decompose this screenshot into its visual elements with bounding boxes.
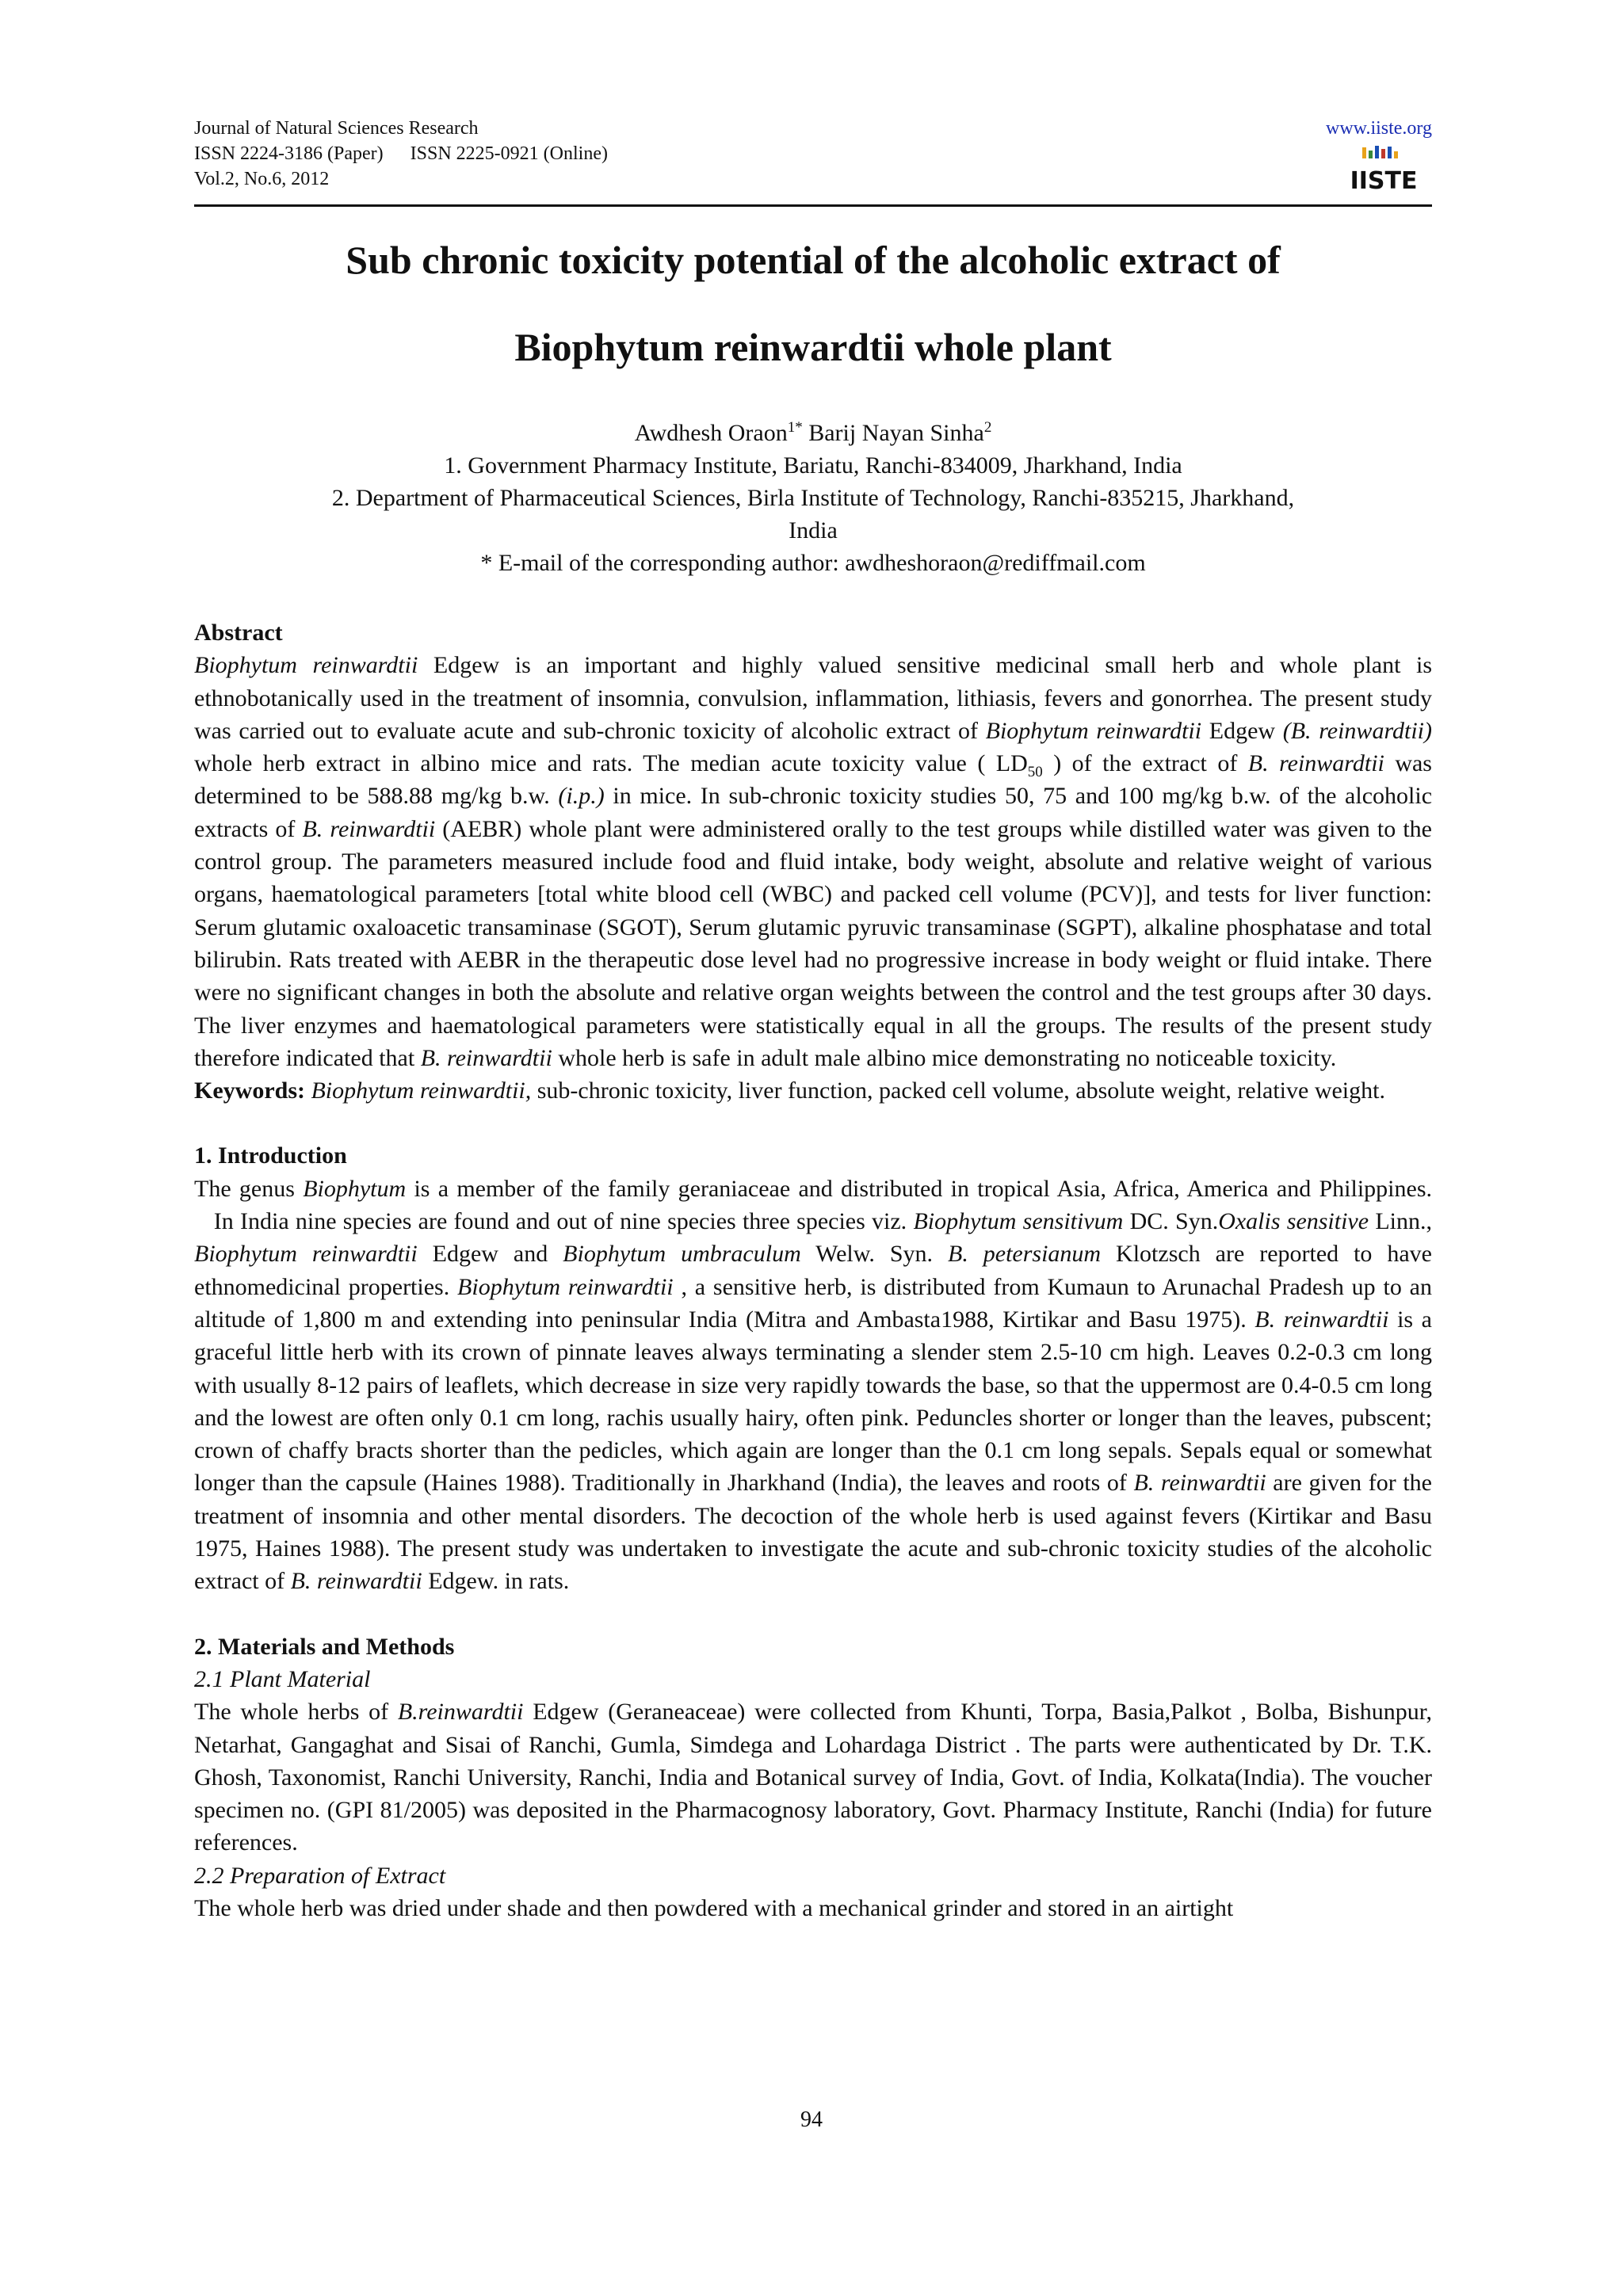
keywords-label: Keywords: bbox=[194, 1077, 305, 1104]
paper-title-line1: Sub chronic toxicity potential of the alcoholic extract of bbox=[346, 238, 1281, 282]
affiliation-1: 1. Government Pharmacy Institute, Bariatu, Ranchi-834009, Jharkhand, India bbox=[444, 452, 1182, 479]
abstract-heading: Abstract bbox=[194, 620, 283, 646]
journal-url-block bbox=[1326, 116, 1432, 141]
svg-text:IISTE: IISTE bbox=[1350, 167, 1418, 195]
journal-url-link[interactable]: www.iiste.org bbox=[1326, 118, 1432, 139]
keywords-list: Biophytum reinwardtii, sub-chronic toxicity, liver function, packed cell volume, absolute weight, relative weight. bbox=[311, 1077, 1385, 1104]
methods-heading: 2. Materials and Methods bbox=[194, 1633, 455, 1660]
page-number: 94 bbox=[800, 2107, 823, 2132]
author-2: Barij Nayan Sinha bbox=[808, 420, 984, 446]
paper-title-line2: Biophytum reinwardtii whole plant bbox=[514, 325, 1112, 369]
author-2-sup: 2 bbox=[983, 419, 992, 436]
journal-header bbox=[194, 116, 1432, 196]
iiste-logo-icon bbox=[1350, 144, 1418, 195]
plant-material-subheading: 2.1 Plant Material bbox=[194, 1665, 371, 1692]
abstract-text: Biophytum reinwardtii Edgew is an important and highly valued sensitive medicinal small herb and whole plant is ethnobotanically used in the treatment of insomnia, convulsion, inflammation, lithiasis, fevers and gonorrhea. The present study was carried out to evaluate acute and sub-chronic toxicity of alcoholic extract of Biophytum reinwardtii Edgew (B. reinwardtii) whole herb extract in albino mice and rats. The median acute toxicity value ( $LD_{50}$ ) of the extract of B. reinwardtii was determined to be 588.88 mg/kg b.w. (i.p.) in mice. In sub-chronic toxicity studies 50, 75 and 100 mg/kg b.w. of the alcoholic extracts of B. reinwardtii (AEBR) whole plant were administered orally to the test groups while distilled water was given to the control group. The parameters measured include food and fluid intake, body weight, absolute and relative weight of various organs, haematological parameters [total white blood cell (WBC) and packed cell volume (PCV)], and tests for liver function: Serum glutamic oxaloacetic transaminase (SGOT), Serum glutamic pyruvic transaminase (SGPT), alkaline phosphatase and total bilirubin. Rats treated with AEBR in the therapeutic dose level had no progressive increase in body weight or fluid intake. There were no significant changes in both the absolute and relative organ weights between the control and the test groups after 30 days. The liver enzymes and haematological parameters were statistically equal in all the groups. The results of the present study therefore indicated that B. reinwardtii whole herb is safe in adult male albino mice demonstrating no noticeable toxicity. bbox=[194, 652, 1433, 1071]
extract-preparation-subheading: 2.2 Preparation of Extract bbox=[194, 1862, 446, 1889]
introduction-heading: 1. Introduction bbox=[194, 1142, 347, 1169]
keywords-paragraph bbox=[194, 1074, 1432, 1107]
author-block bbox=[194, 417, 1432, 579]
extract-preparation-text: The whole herb was dried under shade and then powdered with a mechanical grinder and stored in an airtight bbox=[194, 1894, 1234, 1921]
journal-info bbox=[194, 116, 608, 192]
introduction-text: The genus Biophytum is a member of the family geraniaceae and distributed in tropical Asia, Africa, America and Philippines. In India nine species are found and out of nine species three species viz. Biophytum sensitivum DC. Syn.Oxalis sensitive Linn., Biophytum reinwardtii Edgew and Biophytum umbraculum Welw. Syn. B. petersianum Klotzsch are reported to have ethnomedicinal properties. Biophytum reinwardtii , a sensitive herb, is distributed from Kumaun to Arunachal Pradesh up to an altitude of 1,800 m and extending into peninsular India (Mitra and Ambasta1988, Kirtikar and Basu 1975). B. reinwardtii is a graceful little herb with its crown of pinnate leaves always terminating a slender stem 2.5-10 cm high. Leaves 0.2-0.3 cm long with usually 8-12 pairs of leaflets, which decrease in size very rapidly towards the base, so that the uppermost are 0.4-0.5 cm long and the lowest are often only 0.1 cm long, rachis usually hairy, often pink. Peduncles shorter or longer than the leaves, pubscent; crown of chaffy bracts shorter than the pedicles, which again are longer than the 0.1 cm long sepals. Sepals equal or somewhat longer than the capsule (Haines 1988). Traditionally in Jharkhand (India), the leaves and roots of B. reinwardtii are given for the treatment of insomnia and other mental disorders. The decoction of the whole herb is used against fevers (Kirtikar and Basu 1975, Haines 1988). The present study was undertaken to investigate the acute and sub-chronic toxicity studies of the alcoholic extract of B. reinwardtii Edgew. in rats. bbox=[194, 1175, 1432, 1595]
issn-online: ISSN 2225-0921 (Online) bbox=[410, 143, 608, 164]
paper-body bbox=[194, 616, 1432, 1924]
issn-line bbox=[194, 141, 608, 166]
affiliation-2-line2: India bbox=[789, 517, 838, 543]
issn-paper: ISSN 2224-3186 (Paper) bbox=[194, 143, 384, 164]
author-1: Awdhesh Oraon bbox=[634, 420, 788, 446]
author-names bbox=[194, 417, 1432, 449]
author-1-sup: 1* bbox=[787, 419, 803, 436]
journal-name: Journal of Natural Sciences Research bbox=[194, 118, 479, 139]
plant-material-text: The whole herbs of B.reinwardtii Edgew (Geraneaceae) were collected from Khunti, Torpa, Basia,Palkot , Bolba, Bishunpur, Netarhat, Gangaghat and Sisai of Ranchi, Gumla, Simdega and Lohardaga District . The parts were authenticated by Dr. T.K. Ghosh, Taxonomist, Ranchi University, Ranchi, India and Botanical survey of India, Govt. of India, Kolkata(India). The voucher specimen no. (GPI 81/2005) was deposited in the Pharmacognosy laboratory, Govt. Pharmacy Institute, Ranchi (India) for future references. bbox=[194, 1699, 1432, 1856]
affiliation-2-line1: 2. Department of Pharmaceutical Sciences, Birla Institute of Technology, Ranchi-835215, Jharkhand, bbox=[331, 485, 1295, 511]
header-rule bbox=[194, 204, 1432, 207]
corresponding-email: * E-mail of the corresponding author: awdheshoraon@rediffmail.com bbox=[480, 550, 1146, 576]
volume-info: Vol.2, No.6, 2012 bbox=[194, 169, 330, 189]
